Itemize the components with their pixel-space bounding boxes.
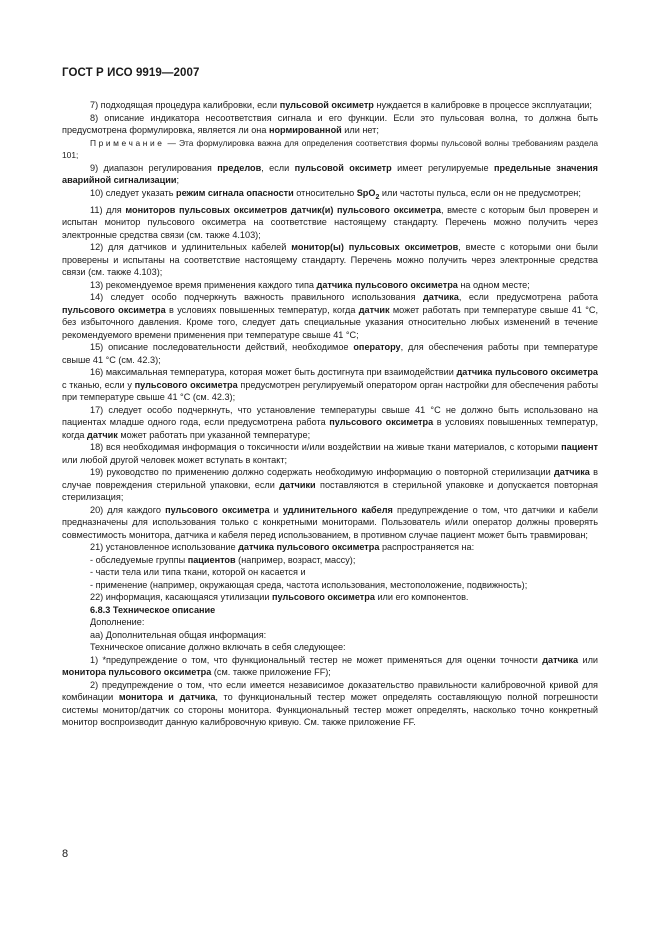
bold-term: датчик [358,304,390,315]
bold-term: датчика пульсового оксиметра [456,367,598,378]
text-run: или его компонентов. [374,592,469,603]
bold-term: пульсового оксиметра [62,304,166,315]
paragraph [62,204,598,242]
list-line [62,554,598,567]
bold-term: 6.8.3 Техническое описание [90,604,216,615]
paragraph [62,291,598,341]
text-run: или любой другой человек может вступать в контакт; [62,454,288,465]
note-paragraph [62,137,598,162]
bold-term: пульсового оксиметра [134,379,238,390]
list-line [62,629,598,642]
text-run: в условиях повышенных температур, когда [62,417,598,440]
paragraph [62,279,598,292]
document-body [62,99,598,729]
text-run: 10) следует указать [90,187,177,198]
text-run: 8) описание индикатора несоответствия сигнала и его функции. Если это пульсовая волна, то должна быть предусмотрена формулировка, является ли она [62,112,598,135]
paragraph [62,466,598,504]
text-run: или [578,654,598,665]
list-line [62,604,598,617]
text-run: 21) установленное использование [90,542,239,553]
list-line [62,566,598,579]
text-run: 16) максимальная температура, которая может быть достигнута при взаимодействии [90,367,457,378]
text-run: 9) диапазон регулирования [90,162,218,173]
text-run: 22) информация, касающаяся утилизации [90,592,272,603]
bold-term: режим сигнала опасности [176,187,294,198]
text-run: 13) рекомендуемое время применения каждого типа [90,279,317,290]
bold-term: мониторов пульсовых оксиметров датчик(и) пульсового оксиметра [125,204,441,215]
bold-term: монитор(ы) пульсовых оксиметров [291,242,459,253]
bold-term: датчики [279,479,316,490]
bold-term: пациентов [187,554,236,565]
text-run: нуждается в калибровке в процессе эксплуатации; [373,100,592,110]
note-text: — Эта формулировка важна для определения соответствия формы пульсовой волны требованиям раздела 101; [62,137,598,160]
text-run: или нет; [341,125,379,135]
text-run: , для обеспечения работы при температуре свыше 41 °С (см. 42.3); [62,342,599,365]
paragraph [62,441,598,466]
bold-term: предельные значения аварийной сигнализации [62,162,598,185]
text-run: Техническое описание должно включать в себя следующее: [90,642,346,653]
page-number: 8 [62,848,69,860]
text-run: 20) для каждого [90,504,166,515]
note-label: Примечание [90,137,165,148]
text-run: поставляются в стерильной упаковке и допускается повторная стерилизация; [62,479,598,503]
paragraph [62,112,598,137]
text-run: 14) следует особо подчеркнуть важность правильного использования [90,292,423,303]
bold-term: датчик [87,429,118,440]
paragraph [62,404,598,442]
bold-term: SpO [356,187,376,198]
paragraph [62,241,598,279]
text-run: 17) следует особо подчеркнуть, что установление температуры свыше 41 °С не должно быть использовано на пациентах младше одного года, если предусмотрена работа [62,404,598,428]
text-run: 19) руководство по применению должно содержать необходимую информацию о повторной стерилизации [90,467,554,478]
paragraph [62,366,598,404]
text-run: 1) *предупреждение о том, что функциональный тестер не может применяться для оценки точности [90,654,543,665]
text-run: - части тела или типа ткани, которой он касается и [90,567,306,578]
list-line [62,579,598,592]
text-run: может работать при указанной температуре; [117,429,311,440]
text-run: - обследуемые группы [90,554,188,565]
text-run: 7) подходящая процедура калибровки, если [90,100,280,110]
text-run: 11) для [90,204,126,215]
text-run: , если [261,162,295,173]
text-run: ; [176,175,180,185]
bold-term: датчика пульсового оксиметра [238,542,380,553]
list-line [62,641,598,654]
text-run: 2) предупреждение о том, что если имеется независимое доказательство правильности калибровочной кривой для комбинации [62,679,598,703]
paragraph [62,99,598,112]
text-run: аа) Дополнительная общая информация: [90,629,267,640]
text-run: с тканью, если у [62,379,135,390]
text-run: 12) для датчиков и удлинительных кабелей [90,242,292,253]
paragraph [62,541,598,554]
text-run: , вместе с которым был проверен и испытан монитор пульсового оксиметра на соответствие настоящему стандарту. Перечень можно получить через электронные средства связи (см. также 4.103); [62,204,598,240]
text-run: , если предусмотрена работа [458,292,598,303]
text-run: на одном месте; [457,279,530,290]
text-run: , то функциональный тестер может определять составляющую полной погрешности системы монитор/датчик со стороны монитора. Функциональный тестер может определять, насколько точно конкретный монитор воспроизводит данную калибровочную кривую. См. также приложение FF. [62,692,599,728]
text-run: имеет регулируемые [391,162,495,173]
text-run: и [269,504,283,515]
text-run: в условиях повышенных температур, когда [165,304,359,315]
paragraph [62,341,598,366]
bold-term: монитора пульсового оксиметра [62,667,212,678]
bold-term: датчика пульсового оксиметра [316,279,458,290]
text-run: или частоты пульса, если он не предусмотрен; [379,187,581,198]
subscript: 2 [375,193,380,201]
bold-term: пульсовой оксиметр [294,162,392,173]
paragraph [62,504,598,542]
bold-term: монитора и датчика [118,692,216,703]
bold-term: нормированной [268,125,342,135]
text-run: (например, возраст, массу); [235,554,356,565]
bold-term: пульсового оксиметра [165,504,270,515]
text-run: относительно [293,187,357,198]
text-run: 15) описание последовательности действий, необходимое [90,342,354,353]
bold-term: пульсового оксиметра [329,417,434,428]
text-run: - применение (например, окружающая среда, частота использования, местоположение, подвижность); [90,579,528,590]
list-line [62,616,598,629]
bold-term: удлинительного кабеля [282,504,393,515]
list-line [62,591,598,604]
text-run: может работать при температуре свыше 41 °С, без избыточного давления. Кроме того, следует дать специальные указания относительно любых изменений в течение рекомендуемого времени применения при температуре свыше 41 °С; [62,304,598,340]
document-header: ГОСТ Р ИСО 9919—2007 [62,67,200,79]
bold-term: пределов [217,162,262,173]
paragraph [62,187,598,204]
bold-term: пульсового оксиметра [272,592,375,603]
text-run: предупреждение о том, что датчики и кабели предназначены для использования только с конкретными мониторами. Пользователь и/или оператор должны проверять совместимость монитора, датчика и кабеля перед использованием, в противном случае пациент может быть травмирован; [62,504,599,540]
paragraph [62,654,598,679]
bold-term: оператору [353,342,401,353]
bold-term: датчика [553,467,590,478]
text-run: (см. также приложение FF); [211,667,331,678]
bold-term: датчика [542,654,579,665]
paragraph [62,162,598,187]
text-run: Дополнение: [90,617,145,628]
paragraph [62,679,598,729]
text-run: 18) вся необходимая информация о токсичности и/или воздействии на живые ткани материалов, с которыми [90,442,562,453]
bold-term: датчика [422,292,459,303]
text-run: в случае повреждения стерильной упаковки, если [62,467,598,490]
bold-term: пульсовой оксиметр [279,100,374,110]
text-run: предусмотрен регулируемый оператором орган настройки для обеспечения работы при температуре свыше 41 °С (см. 42.3); [62,379,599,403]
text-run: распространяется на: [379,542,475,553]
text-run: , вместе с которыми они были проверены и испытаны на соответствие настоящему стандарту. Перечень можно получить через электронные средства связи (см. также 4.103); [62,242,599,278]
bold-term: пациент [561,442,598,453]
